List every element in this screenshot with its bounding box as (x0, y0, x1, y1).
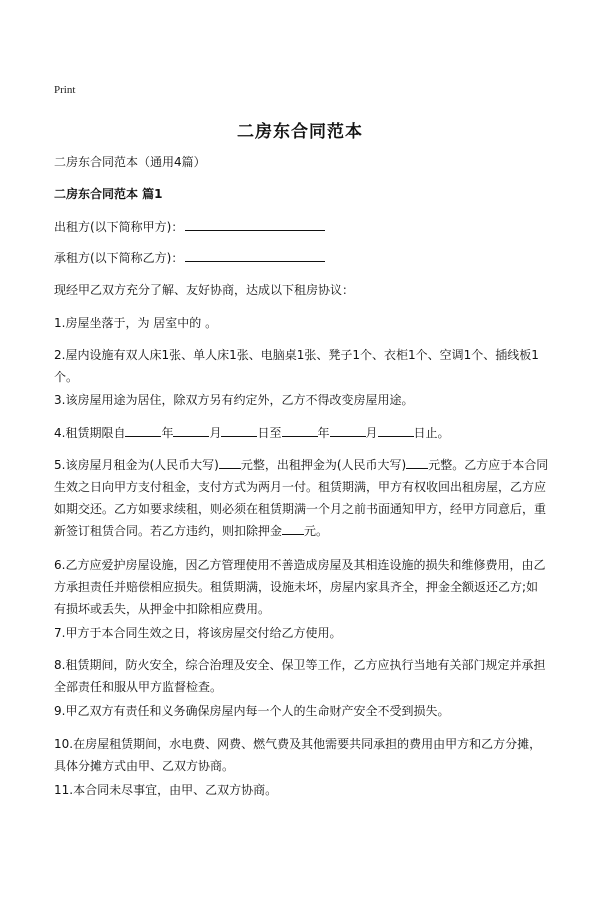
end-year-blank (282, 424, 318, 437)
clause-5-part1: 5.该房屋月租金为(人民币大写) (54, 458, 219, 472)
clause-5-part2: 元整，出租押金为(人民币大写) (240, 458, 407, 472)
clause-8: 8.租赁期间，防火安全，综合治理及安全、保卫等工作，乙方应执行当地有关部门规定并承担全部责任和服从甲方监督检查。 (54, 658, 546, 694)
end-day-blank (378, 424, 414, 437)
clause-5 (54, 454, 550, 542)
clause-4 (54, 422, 550, 444)
clause-9: 9.甲乙双方有责任和义务确保房屋内每一个人的生命财产安全不受到损失。 (54, 704, 450, 718)
lessor-label: 出租方(以下简称甲方)： (54, 220, 184, 234)
start-day-blank (221, 424, 257, 437)
clause-10: 10.在房屋租赁期间，水电费、网费、燃气费及其他需要共同承担的费用由甲方和乙方分摊，具体分摊方式由甲、乙双方协商。 (54, 737, 542, 773)
clause-4-day-end: 日止。 (413, 426, 450, 440)
clause-4-year2: 年 (317, 426, 330, 440)
intro-paragraph: 现经甲乙双方充分了解、友好协商，达成以下租房协议： (54, 283, 355, 297)
print-label: Print (54, 84, 76, 96)
rent-blank (219, 456, 241, 469)
clause-5-part3: 元整。乙方应于本合同生效之日向甲方支付租金，支付方式为两月一付。租赁期满，甲方有权收回出租房屋，乙方应如期交还。乙方如要求续租，则必须在租赁期满一个月之前书面通知甲方，经甲方同意后，重新签订租赁合同。若乙方违约，则扣除押金 (54, 458, 549, 538)
clause-6: 6.乙方应爱护房屋设施，因乙方管理使用不善造成房屋及其相连设施的损失和维修费用，由乙方承担责任并赔偿相应损失。租赁期满，设施未坏，房屋内家具齐全，押金全额返还乙方;如有损坏或丢失，从押金中扣除相应费用。 (54, 558, 546, 616)
clause-4-month2: 月 (365, 426, 378, 440)
lessor-line (54, 216, 550, 238)
clause-4-prefix: 4.租赁期限自 (54, 426, 126, 440)
deposit-blank (406, 456, 428, 469)
penalty-blank (282, 522, 304, 535)
clause-7: 7.甲方于本合同生效之日，将该房屋交付给乙方使用。 (54, 626, 342, 640)
clause-3: 3.该房屋用途为居住，除双方另有约定外，乙方不得改变房屋用途。 (54, 393, 414, 407)
lessee-label: 承租方(以下简称乙方)： (54, 251, 184, 265)
clause-11: 11.本合同未尽事宜，由甲、乙双方协商。 (54, 783, 278, 797)
start-year-blank (125, 424, 161, 437)
lessor-blank (185, 218, 325, 231)
lessee-line (54, 247, 550, 269)
section-heading: 二房东合同范本 篇1 (54, 187, 163, 201)
document-title: 二房东合同范本 (237, 122, 363, 142)
clause-4-month1: 月 (209, 426, 222, 440)
lessee-blank (185, 249, 325, 262)
clause-5-part4: 元。 (304, 524, 329, 538)
clause-2: 2.屋内设施有双人床1张、单人床1张、电脑桌1张、凳子1个、衣柜1个、空调1个、插线板1个。 (54, 348, 539, 384)
document-subtitle: 二房东合同范本（通用4篇） (54, 155, 206, 169)
end-month-blank (330, 424, 366, 437)
clause-4-year1: 年 (161, 426, 174, 440)
start-month-blank (173, 424, 209, 437)
clause-1: 1.房屋坐落于，为 居室中的 。 (54, 316, 218, 330)
clause-4-day-to: 日至 (257, 426, 282, 440)
